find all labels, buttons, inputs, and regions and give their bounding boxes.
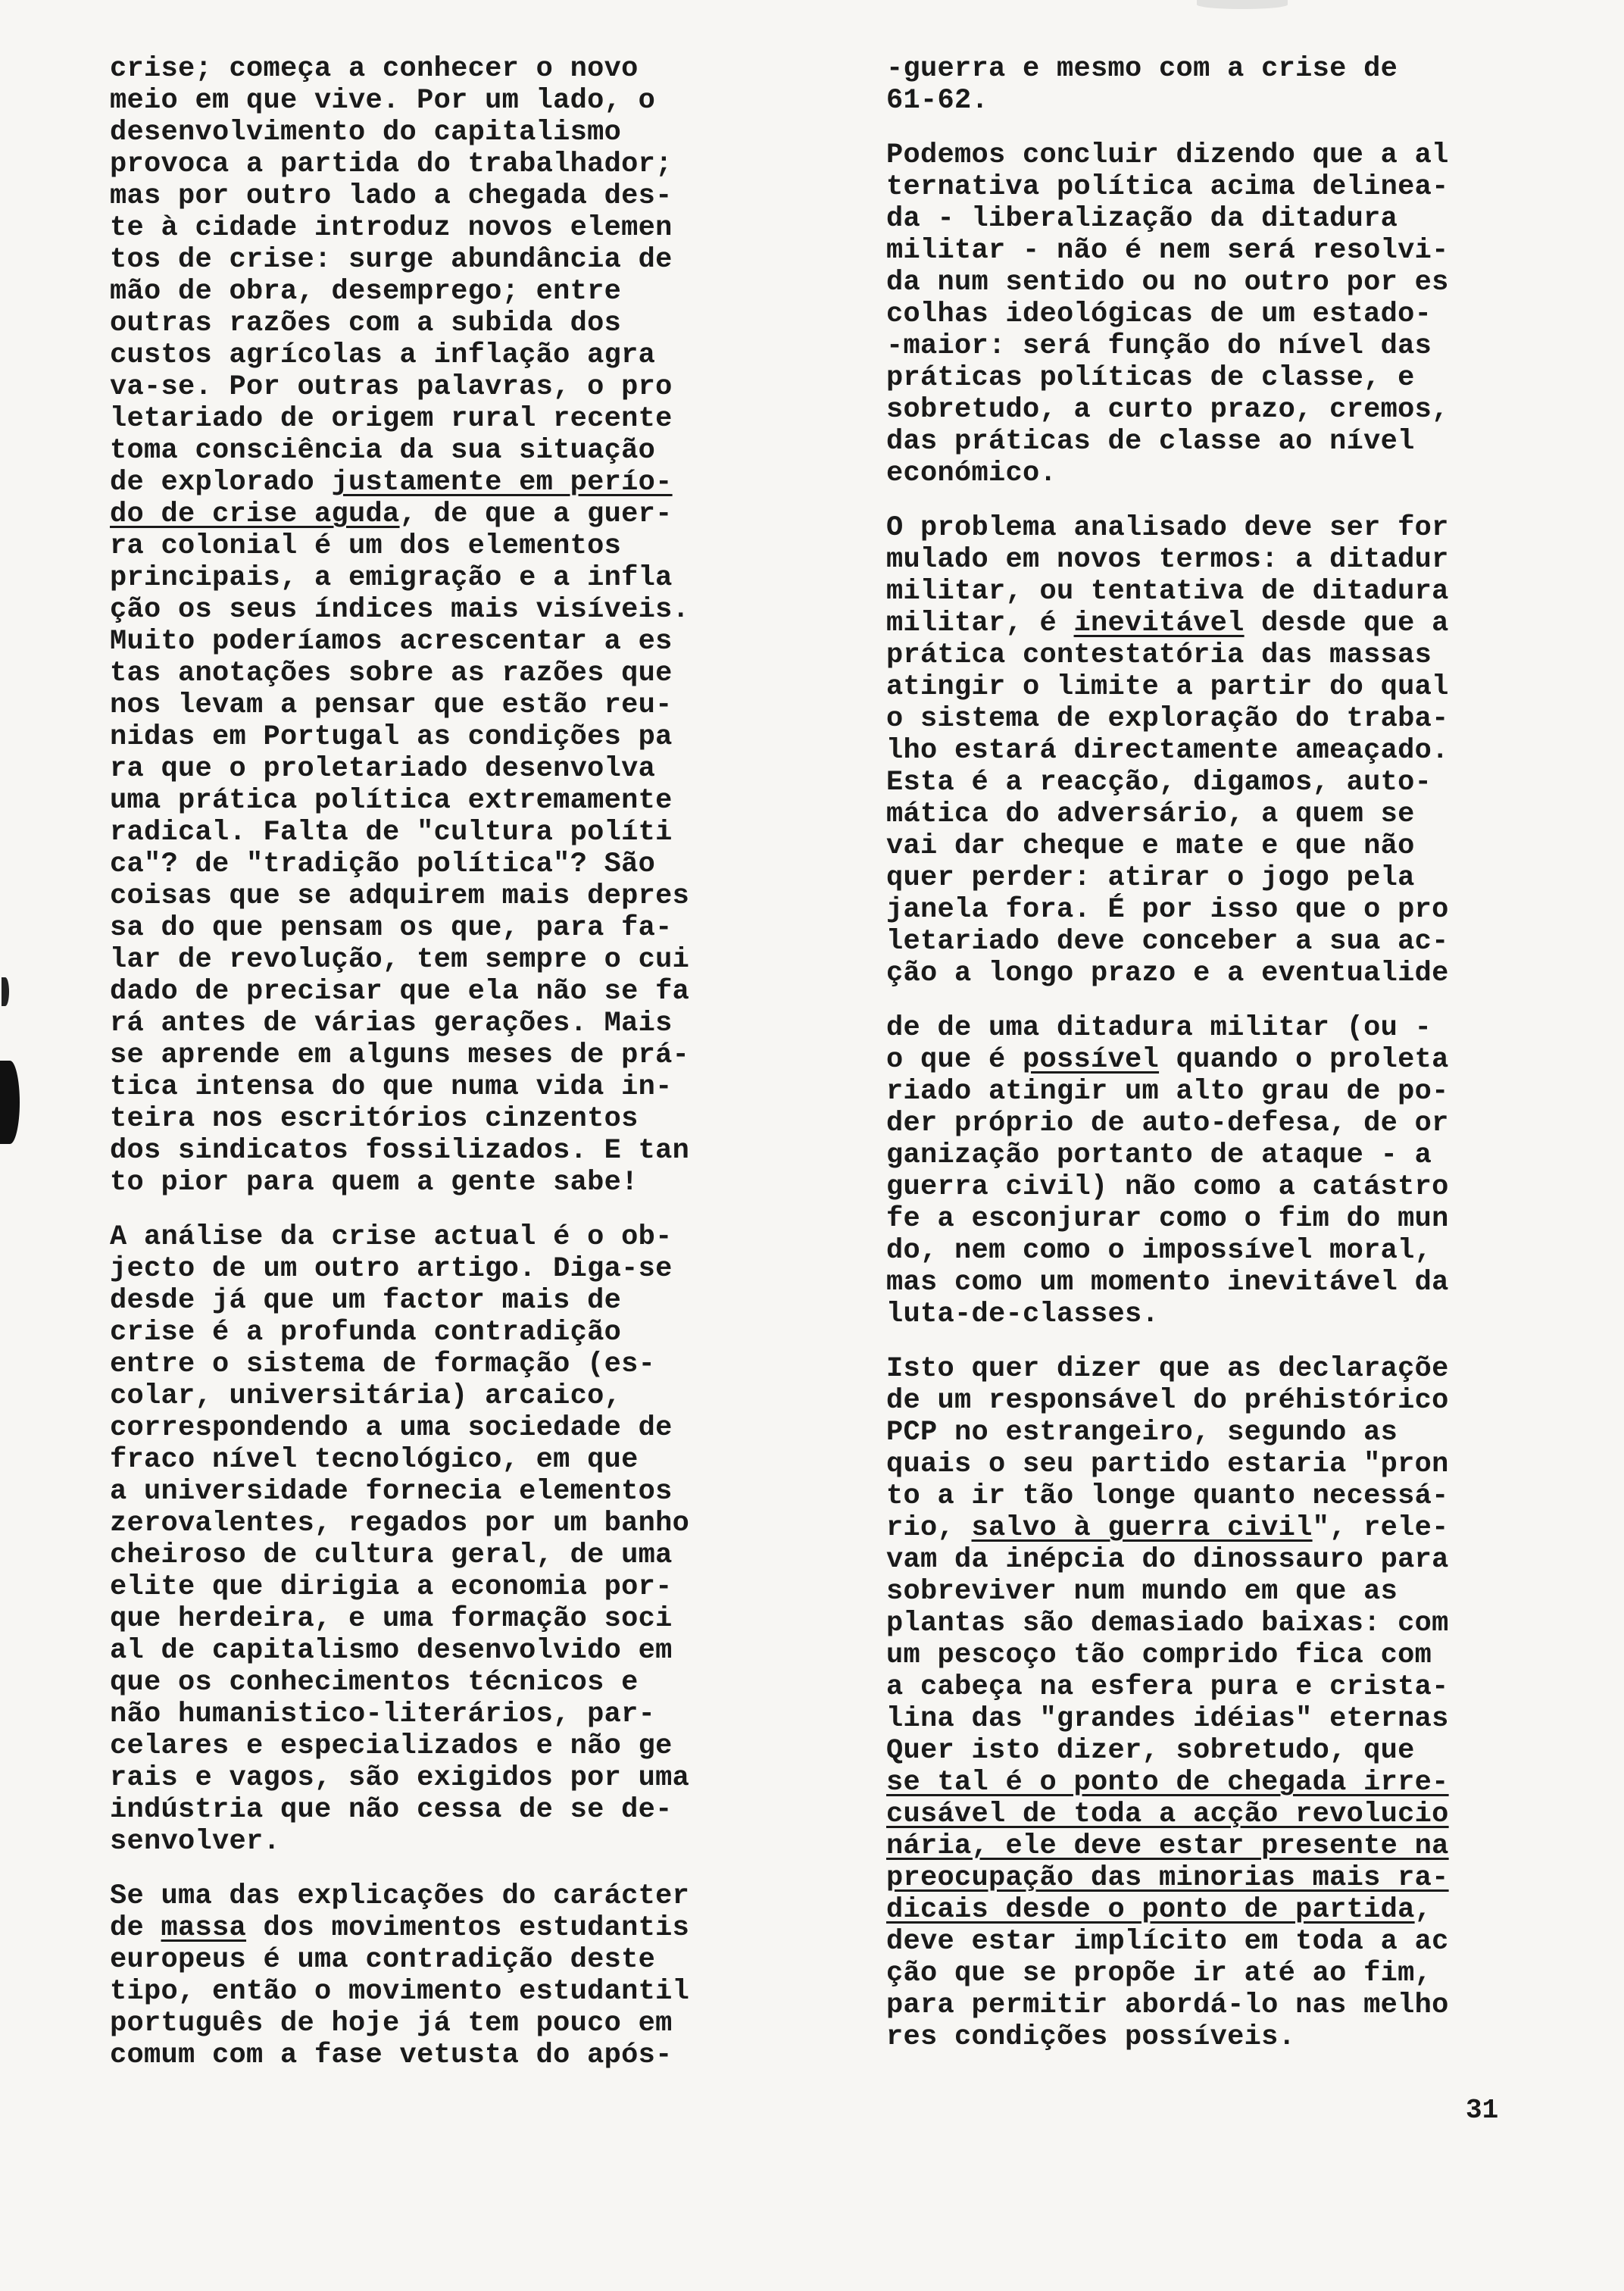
- text-run: desde que a prática contestatória das massas atingir o limite a partir do qual o sistema de exploração do traba- lho estará directamente ameaçado. Esta é a reacção, digamos, auto- mática do adversário, a quem se vai dar cheque e mate e que não quer perder: atirar o jogo pela janela fora. É por isso que o pro letariado deve conceber a sua ac- ção a longo prazo e a eventualide: [886, 608, 1449, 989]
- paragraph: [886, 139, 1530, 489]
- underlined-text: se tal é o ponto de chegada irre- cusável de toda a acção revolucio nária, ele deve estar presente na preocupação das minorias mais ra- dicais desde o ponto de partida: [886, 1767, 1449, 1926]
- underlined-text: justamente em perío- do de crise aguda: [110, 467, 673, 530]
- paragraph: [886, 1012, 1530, 1330]
- underlined-text: inevitável: [1073, 608, 1245, 639]
- paragraph: [886, 512, 1530, 989]
- text-run: de de uma ditadura militar (ou - o que é: [886, 1012, 1432, 1076]
- paper-smudge: [1197, 0, 1288, 9]
- text-run: Se uma das explicações do carácter de: [110, 1880, 690, 1944]
- right-column: [886, 53, 1530, 2076]
- paragraph: [110, 53, 776, 1199]
- paragraph: [110, 1880, 776, 2071]
- text-run: A análise da crise actual é o ob- jecto de um outro artigo. Diga-se desde já que um factor mais de crise é a profunda contradição entre o sistema de formação (es- colar, universitária) arcaico, correspondendo a uma sociedade de fraco nível tecnológico, em que a universidade fornecia elementos zerovalentes, regados por um banho cheiroso de cultura geral, de uma elite que dirigia a economia por- que herdeira, e uma formação soci al de capitalismo desenvolvido em que os conhecimentos técnicos e não humanistico-literários, par- celares e especializados e não ge rais e vagos, são exigidos por uma indústria que não cessa de se de- senvolver.: [110, 1221, 690, 1858]
- text-run: Podemos concluir dizendo que a al ternativa política acima delinea- da - liberalização da ditadura militar - não é nem será resolvi- da num sentido ou no outro por es colhas ideológicas de um estado- -maior: será função do nível das práticas políticas de classe, e sobretudo, a curto prazo, cremos, das práticas de classe ao nível económico.: [886, 139, 1449, 489]
- text-run: ", rele- vam da inépcia do dinossauro para sobreviver num mundo em que as plantas são demasiado baixas: com um pescoço tão comprido fica com a cabeça na esfera pura e crista- lina das "grandes idéias" eternas Quer isto dizer, sobretudo, que: [886, 1512, 1449, 1767]
- text-run: Isto quer dizer que as declaraçõe de um responsável do préhistórico PCP no estrangeiro, segundo as quais o seu partido estaria "pron to a ir tão longe quanto necessá- rio,: [886, 1353, 1449, 1544]
- text-run: dos movimentos estudantis europeus é uma contradição deste tipo, então o movimento estudantil português de hoje já tem pouco em comum com a fase vetusta do após-: [110, 1912, 690, 2071]
- text-run: -guerra e mesmo com a crise de 61-62.: [886, 53, 1398, 117]
- paragraph: [110, 1221, 776, 1858]
- underlined-text: salvo à guerra civil: [971, 1512, 1313, 1544]
- ink-blot-small: [2, 977, 9, 1006]
- text-run: crise; começa a conhecer o novo meio em que vive. Por um lado, o desenvolvimento do capitalismo provoca a partida do trabalhador; mas por outro lado a chegada des- te à cidade introduz novos elemen tos de crise: surge abundância de mão de obra, desemprego; entre outras razões com a subida dos custos agrícolas a inflação agra va-se. Por outras palavras, o pro letariado de origem rural recente toma consciência da sua situação de explorado: [110, 53, 673, 499]
- text-run: O problema analisado deve ser for mulado em novos termos: a ditadur militar, ou tentativa de ditadura militar, é: [886, 512, 1449, 639]
- page-number: 31: [1466, 2095, 1499, 2126]
- left-column: [110, 53, 776, 2094]
- underlined-text: massa: [161, 1912, 247, 1944]
- underlined-text: possível: [1023, 1044, 1160, 1076]
- text-run: quando o proleta riado atingir um alto grau de po- der próprio de auto-defesa, de or ganização portanto de ataque - a guerra civil) não como a catástro fe a esconjurar como o fim do mun do, nem como o impossível moral, mas como um momento inevitável da luta-de-classes.: [886, 1044, 1449, 1330]
- paragraph: [886, 1353, 1530, 2053]
- ink-blot: [0, 1061, 20, 1144]
- text-run: , de que a guer- ra colonial é um dos elementos principais, a emigração e a infla ção os seus índices mais visíveis. Muito poderíamos acrescentar a es tas anotações sobre as razões que nos levam a pensar que estão reu- nidas em Portugal as condições pa ra que o proletariado desenvolva uma prática política extremamente radical. Falta de "cultura políti ca"? de "tradição política"? São coisas que se adquirem mais depres sa do que pensam os que, para fa- lar de revolução, tem sempre o cui dado de precisar que ela não se fa rá antes de várias gerações. Mais se aprende em alguns meses de prá- tica intensa do que numa vida in- teira nos escritórios cinzentos dos sindicatos fossilizados. E tan to pior para quem a gente sabe!: [110, 499, 690, 1199]
- paragraph: [886, 53, 1530, 117]
- text-run: , deve estar implícito em toda a ac ção que se propõe ir até ao fim, para permitir abordá-lo nas melho res condições possíveis.: [886, 1894, 1449, 2053]
